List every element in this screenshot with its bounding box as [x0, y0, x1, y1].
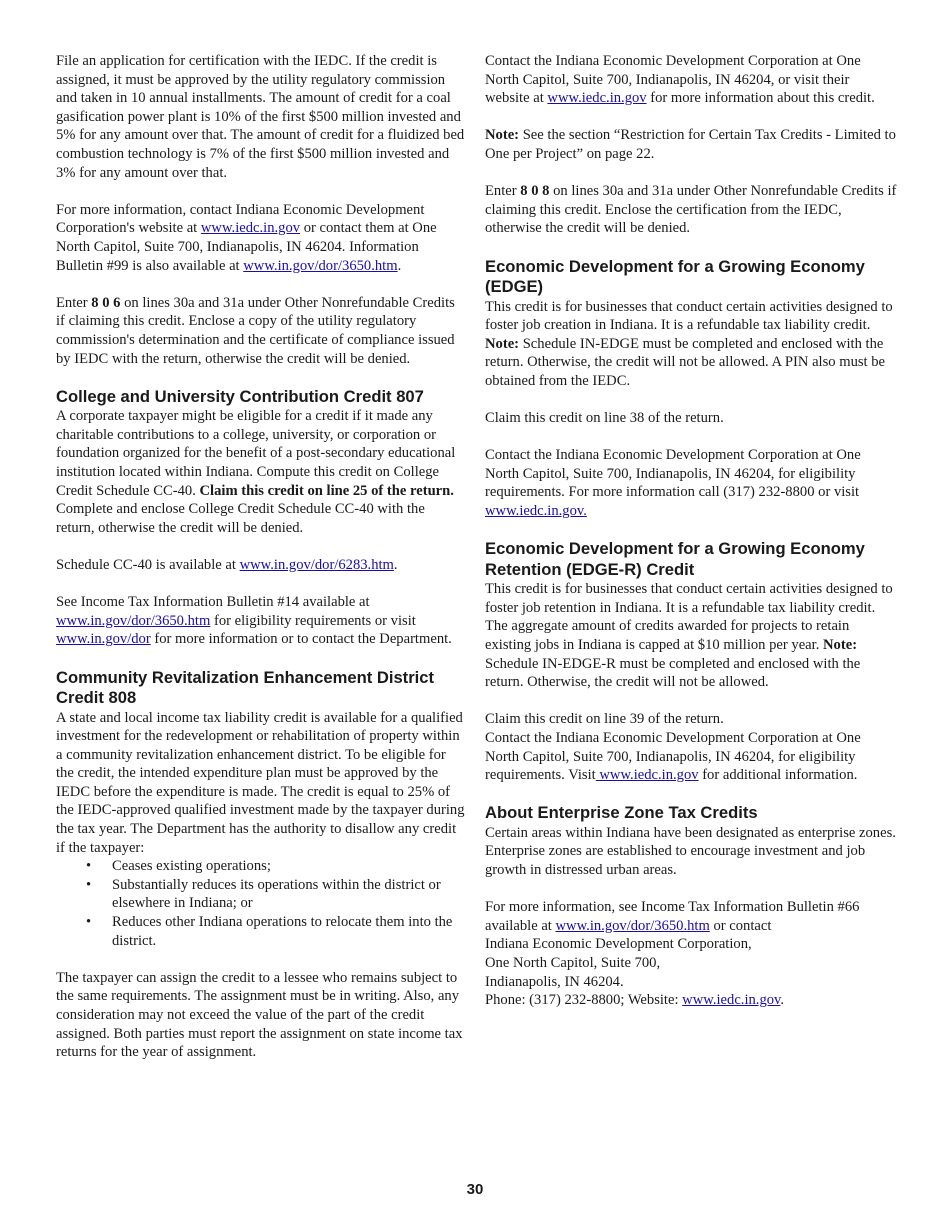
text: . — [780, 992, 785, 1009]
list-item: • Substantially reduces its operations within the district or elsewhere in Indiana; or — [56, 876, 466, 913]
text: See Income Tax Information Bulletin #14 available at — [56, 594, 370, 611]
enterprise-contact-paragraph — [485, 898, 897, 1010]
bulletin-14-paragraph — [56, 593, 466, 649]
text: Phone: (317) 232-8800; Website: — [485, 992, 683, 1009]
note-label: Note: — [485, 127, 520, 144]
text: for eligibility requirements or visit — [210, 612, 416, 629]
text: For more information, see Income Tax Information Bulletin #66 available at — [485, 899, 860, 934]
enterprise-zone-paragraph: Certain areas within Indiana have been designated as enterprise zones. Enterprise zones are established to encourage investment and job growth in distressed urban areas. — [485, 824, 896, 879]
disallow-conditions-list — [56, 857, 466, 950]
community-revitalization-heading: Community Revitalization Enhancement District Credit 808 — [56, 667, 435, 707]
text: Enter — [485, 183, 521, 200]
claim-line-39-paragraph: Claim this credit on line 39 of the return. — [485, 711, 724, 728]
credit-code-808: 8 0 8 — [520, 183, 550, 200]
more-info-paragraph — [56, 201, 466, 275]
iedc-link[interactable]: www.iedc.in.gov — [200, 220, 301, 237]
dor-link[interactable]: www.in.gov/dor — [56, 631, 151, 648]
community-revitalization-paragraph: A state and local income tax liability credit is available for a qualified investment for the redevelopment or rehabilitation of property within a community revitalization enhancement district. To be eligible for the credit, the intended expenditure plan must be approved by the IEDC before the expenditure is made. The credit is equal to 25% of the IEDC-approved qualified investment made by the taxpayer during the tax year. The Department has the authority to disallow any credit if the taxpayer: — [56, 709, 465, 856]
iedc-link[interactable]: www.iedc.in.gov — [547, 90, 647, 107]
iedc-link[interactable]: www.iedc.in.gov — [682, 992, 781, 1009]
edge-paragraph — [485, 298, 897, 391]
edge-heading: Economic Development for a Growing Economy (EDGE) — [485, 256, 865, 297]
edge-r-contact-paragraph — [485, 729, 897, 785]
text: . — [393, 556, 398, 573]
bulletin-link[interactable]: www.in.gov/dor/3650.htm — [56, 612, 211, 629]
text: Contact the Indiana Economic Development Corporation at One North Capitol, Suite 700, Indianapolis, IN 46204, or visit their website at — [485, 53, 861, 107]
text: for more information or to contact the Department. — [150, 631, 452, 648]
text: Enter — [56, 294, 92, 311]
list-item: • Reduces other Indiana operations to relocate them into the district. — [56, 913, 466, 950]
text: See the section “Restriction for Certain Tax Credits - Limited to One per Project” on page 22. — [485, 127, 896, 162]
claim-line-38-paragraph: Claim this credit on line 38 of the return. — [485, 410, 724, 427]
enterprise-zone-heading: About Enterprise Zone Tax Credits — [485, 803, 758, 823]
text: This credit is for businesses that conduct certain activities designed to foster job retention in Indiana. It is a refundable tax liability credit. The aggregate amount of credits awarded for projects to retain existing jobs in Indiana is capped at $10 million per year. — [485, 581, 893, 654]
restriction-note-paragraph — [485, 126, 897, 163]
college-credit-paragraph — [56, 407, 466, 537]
college-credit-heading: College and University Contribution Credit 807 — [56, 386, 424, 406]
schedule-cc40-paragraph — [56, 556, 466, 575]
text: Complete and enclose College Credit Schedule CC-40 with the return, otherwise the credit will be denied. — [56, 501, 425, 536]
text: Schedule CC-40 is available at — [56, 556, 240, 573]
page-number: 30 — [466, 1181, 484, 1198]
assignment-paragraph: The taxpayer can assign the credit to a lessee who remains subject to the same requirements. The assignment must be in writing. Also, any consideration may not exceed the value of the part of the credit assigned. Both parties must report the assignment on state income tax returns for the year of assignment. — [56, 969, 463, 1061]
text: Schedule IN-EDGE-R must be completed and enclosed with the return. Otherwise, the credit will not be allowed. — [485, 655, 861, 691]
list-item: • Ceases existing operations; — [56, 857, 466, 876]
edge-r-paragraph — [485, 580, 897, 692]
text: for additional information. — [698, 767, 858, 784]
edge-contact-paragraph — [485, 446, 897, 520]
text: for more information about this credit. — [646, 90, 875, 107]
address-line: One North Capitol, Suite 700, — [485, 955, 661, 972]
enter-808-paragraph — [485, 182, 897, 238]
credit-code-806: 8 0 6 — [91, 294, 121, 311]
text: A corporate taxpayer might be eligible for a credit if it made any charitable contributions to a college, university, or corporation or foundation organized for the benefit of a post-secondary educational institution located within Indiana. Compute this credit on College Credit Schedule CC-40. — [56, 408, 456, 499]
enter-806-paragraph — [56, 294, 466, 368]
text: Contact the Indiana Economic Development Corporation at One North Capitol, Suite 700, Indianapolis, IN 46204, for eligibility requirements. For more information call (317) 232-8800 or visit — [485, 447, 861, 501]
iedc-link[interactable]: www.iedc.in.gov. — [485, 503, 587, 520]
note-label: Note: — [485, 335, 520, 352]
text: Contact the Indiana Economic Development Corporation at One North Capitol, Suite 700, Indianapolis, IN 46204, for eligibility requirements. Visit — [485, 730, 861, 784]
text: on lines 30a and 31a under Other Nonrefundable Credits if claiming this credit. Enclose the certification from the IEDC, otherwise the credit will be denied. — [485, 183, 897, 237]
iedc-link[interactable]: www.iedc.in.gov — [595, 767, 699, 784]
left-column — [56, 52, 466, 1080]
text: or contact them at One North Capitol, Suite 700, Indianapolis, IN 46204. Information Bulletin #99 is also available at — [56, 220, 437, 274]
text: Schedule IN-EDGE must be completed and enclosed with the return. Otherwise, the credit will not be allowed. A PIN also must be obtained from the IEDC. — [485, 335, 886, 389]
text: on lines 30a and 31a under Other Nonrefundable Credits if claiming this credit. Enclose a copy of the utility regulatory commission's determination and the certificate of compliance issued by IEDC with the return, otherwise the credit will be denied. — [56, 294, 455, 367]
text: For more information, contact Indiana Economic Development Corporation's website at — [56, 201, 425, 237]
note-label: Note: — [823, 637, 858, 654]
right-column — [485, 52, 897, 1028]
address-line: Indianapolis, IN 46204. — [485, 973, 624, 990]
edge-r-heading: Economic Development for a Growing Economy Retention (EDGE-R) Credit — [485, 539, 865, 579]
claim-line-25-bold: Claim this credit on line 25 of the return. — [199, 482, 454, 499]
address-line: Indiana Economic Development Corporation, — [485, 936, 752, 953]
text: This credit is for businesses that conduct certain activities designed to foster job creation in Indiana. It is a refundable tax liability credit. — [485, 298, 893, 334]
contact-iedc-paragraph — [485, 52, 897, 108]
schedule-cc40-link[interactable]: www.in.gov/dor/6283.htm — [239, 556, 394, 573]
coal-gasification-paragraph: File an application for certification with the IEDC. If the credit is assigned, it must be approved by the utility regulatory commission and taken in 10 annual installments. The amount of credit for a coal gasification power plant is 10% of the first $500 million invested and 5% for any amount over that. The amount of credit for a fluidized bed combustion technology is 7% of the first $500 million invested and 3% for any amount over that. — [56, 53, 465, 181]
text: or contact — [709, 917, 772, 934]
bulletin-99-link[interactable]: www.in.gov/dor/3650.htm — [243, 257, 398, 274]
bulletin-66-link[interactable]: www.in.gov/dor/3650.htm — [555, 917, 710, 934]
text: . — [397, 257, 402, 274]
